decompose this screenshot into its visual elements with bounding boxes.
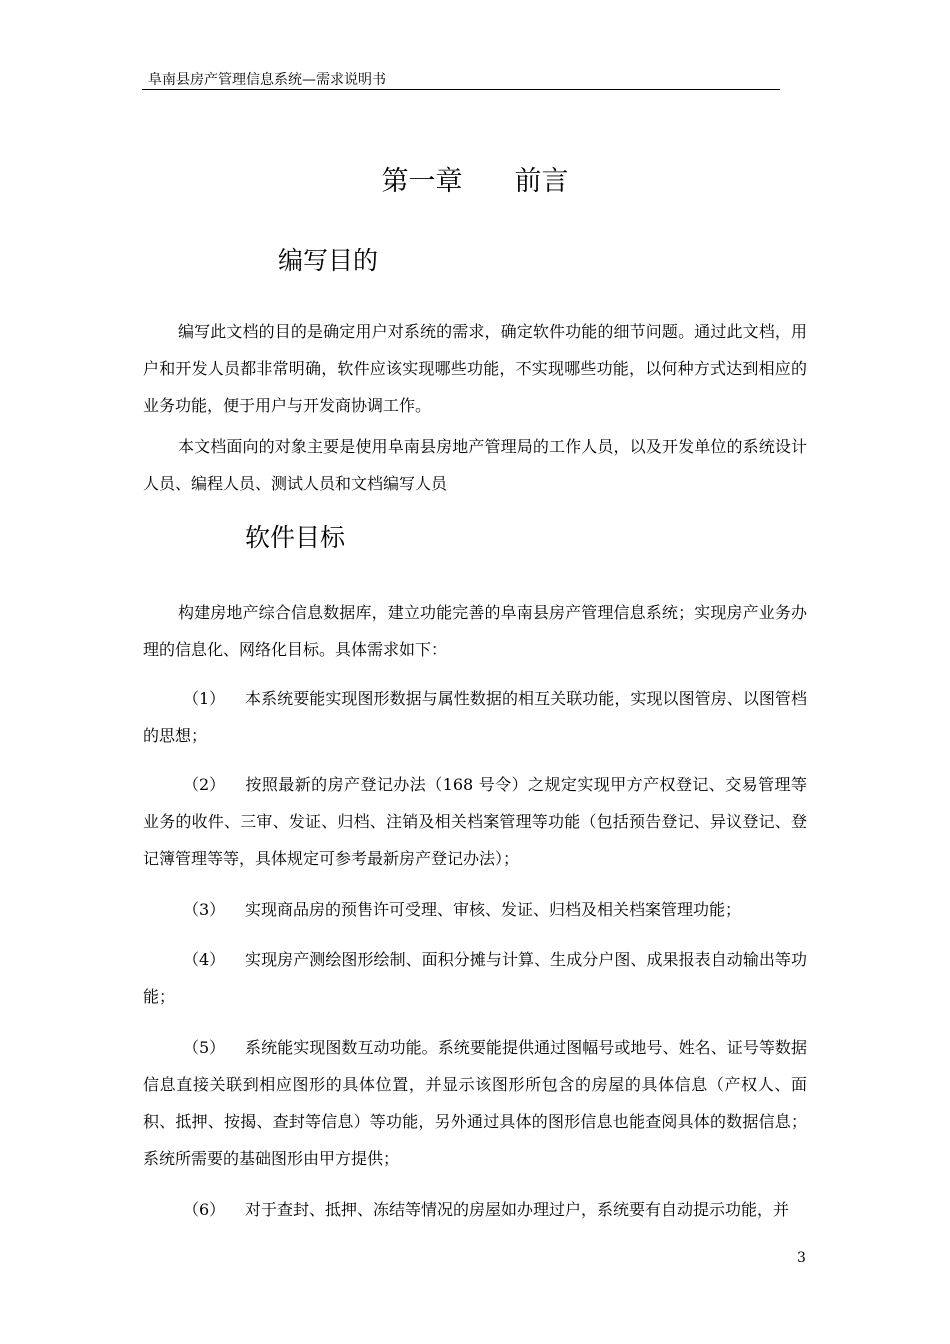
- requirement-item-6: [143, 1191, 807, 1228]
- section-heading-purpose: 编写目的: [278, 246, 379, 275]
- item-text: 按照最新的房产登记办法（168 号令）之规定实现甲方产权登记、交易管理等业务的收件、三审、发证、归档、注销及相关档案管理等功能（包括预告登记、异议登记、登记簿管理等等，具体规定可参考最新房产登记办法）；: [143, 775, 807, 868]
- item-text: 对于查封、抵押、冻结等情况的房屋如办理过户，系统要有自动提示功能，并: [245, 1200, 790, 1219]
- requirement-item-3: [143, 891, 807, 928]
- item-number: （3）: [183, 900, 226, 919]
- chapter-name: 前言: [514, 166, 569, 197]
- requirement-item-4: [143, 941, 807, 1015]
- paragraph-purpose-2: 本文档面向的对象主要是使用阜南县房地产管理局的工作人员，以及开发单位的系统设计人员、编程人员、测试人员和文档编写人员: [143, 437, 807, 493]
- paragraph-purpose-1: 编写此文档的目的是确定用户对系统的需求，确定软件功能的细节问题。通过此文档，用户和开发人员都非常明确，软件应该实现哪些功能，不实现哪些功能，以何种方式达到相应的业务功能，便于用户与开发商协调工作。: [143, 322, 807, 415]
- section-heading-goals: 软件目标: [245, 523, 346, 552]
- item-text: 实现商品房的预售许可受理、审核、发证、归档及相关档案管理功能；: [245, 900, 742, 919]
- item-number: （6）: [183, 1200, 226, 1219]
- paragraph-goals-intro: 构建房地产综合信息数据库，建立功能完善的阜南县房产管理信息系统；实现房产业务办理的信息化、网络化目标。具体需求如下：: [143, 603, 807, 659]
- item-text: 系统能实现图数互动功能。系统要能提供通过图幅号或地号、姓名、证号等数据信息直接关联到相应图形的具体位置，并显示该图形所包含的房屋的具体信息（产权人、面积、抵押、按揭、查封等信息）等功能，另外通过具体的图形信息也能查阅具体的数据信息；系统所需要的基础图形由甲方提供；: [143, 1038, 807, 1168]
- item-text: 实现房产测绘图形绘制、面积分摊与计算、生成分户图、成果报表自动输出等功能；: [143, 950, 807, 1006]
- requirement-item-2: [143, 766, 807, 877]
- requirement-item-5: [143, 1029, 807, 1177]
- item-text: 本系统要能实现图形数据与属性数据的相互关联功能，实现以图管房、以图管档的思想；: [143, 689, 807, 745]
- running-header: 阜南县房产管理信息系统—需求说明书: [148, 72, 386, 88]
- requirement-item-1: [143, 680, 807, 754]
- chapter-title: [0, 164, 950, 200]
- item-number: （5）: [183, 1038, 226, 1057]
- item-number: （2）: [183, 775, 226, 794]
- item-number: （4）: [183, 950, 226, 969]
- item-number: （1）: [183, 689, 226, 708]
- page-number: 3: [797, 1250, 806, 1266]
- chapter-number: 第一章: [381, 166, 463, 197]
- header-divider: [142, 89, 780, 90]
